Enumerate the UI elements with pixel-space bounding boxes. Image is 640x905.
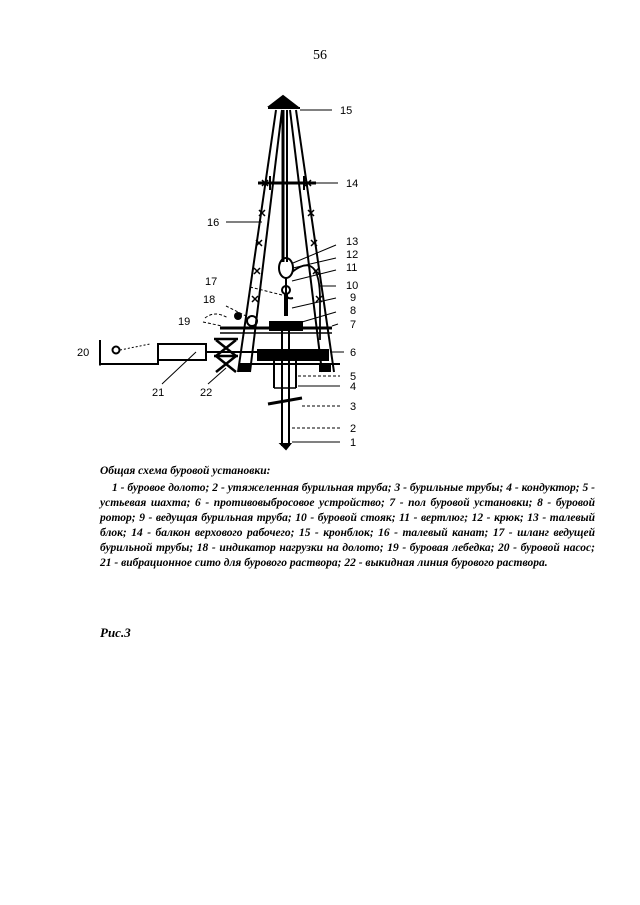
callout-21: 21 xyxy=(152,387,165,399)
callout-5: 5 xyxy=(350,371,357,383)
callout-10: 10 xyxy=(346,280,359,292)
callout-12: 12 xyxy=(346,249,359,261)
substructure xyxy=(214,339,238,372)
rotary-table xyxy=(270,322,302,330)
callout-2: 2 xyxy=(350,423,357,435)
callout-17: 17 xyxy=(205,276,218,288)
figure-caption xyxy=(100,464,595,571)
callout-3: 3 xyxy=(350,401,357,413)
bop-stack xyxy=(258,350,328,360)
mud-pump xyxy=(100,340,158,364)
drill-collar-joint xyxy=(268,398,302,404)
callout-6: 6 xyxy=(350,347,357,359)
callout-16: 16 xyxy=(207,217,220,229)
crown-block xyxy=(270,96,296,106)
caption-title: Общая схема буровой установки: xyxy=(100,465,271,477)
callout-14: 14 xyxy=(346,178,359,190)
callout-1: 1 xyxy=(350,437,357,449)
callout-11: 11 xyxy=(346,262,358,274)
callout-7: 7 xyxy=(350,319,357,331)
caption-body: 1 - буровое долото; 2 - утяжеленная бурильная труба; 3 - бурильные трубы; 4 - кондуктор; 5 - устьевая шахта; 6 - противовыбросовое устройство; 7 - пол буровой установки; 8 - буровой ротор; 9 - ведущая бурильная труба; 10 - буровой стояк; 11 - вертлюг; 12 - крюк; 13 - талевый блок; 14 - балкон верхового рабочего; 15 - кронблок; 16 - талевый канат; 17 - шланг ведущей бурильной трубы; 18 - индикатор нагрузки на долото; 19 - буровая лебедка; 20 - буровой насос; 21 - вибрационное сито для бурового раствора; 22 - выкидная линия бурового раствора. xyxy=(100,482,595,569)
drill-bit xyxy=(281,444,290,449)
callout-22: 22 xyxy=(200,387,213,399)
figure-reference: Рис.3 xyxy=(100,625,131,640)
page-number: 56 xyxy=(313,48,327,63)
leader-lines xyxy=(100,110,344,442)
callout-13: 13 xyxy=(346,236,359,248)
callout-19: 19 xyxy=(178,316,191,328)
callout-4: 4 xyxy=(350,381,357,393)
callout-8: 8 xyxy=(350,305,357,317)
shale-shaker xyxy=(158,344,206,360)
callout-18: 18 xyxy=(203,294,216,306)
callout-15: 15 xyxy=(340,105,353,117)
callout-9: 9 xyxy=(350,292,357,304)
callout-20: 20 xyxy=(77,347,90,359)
